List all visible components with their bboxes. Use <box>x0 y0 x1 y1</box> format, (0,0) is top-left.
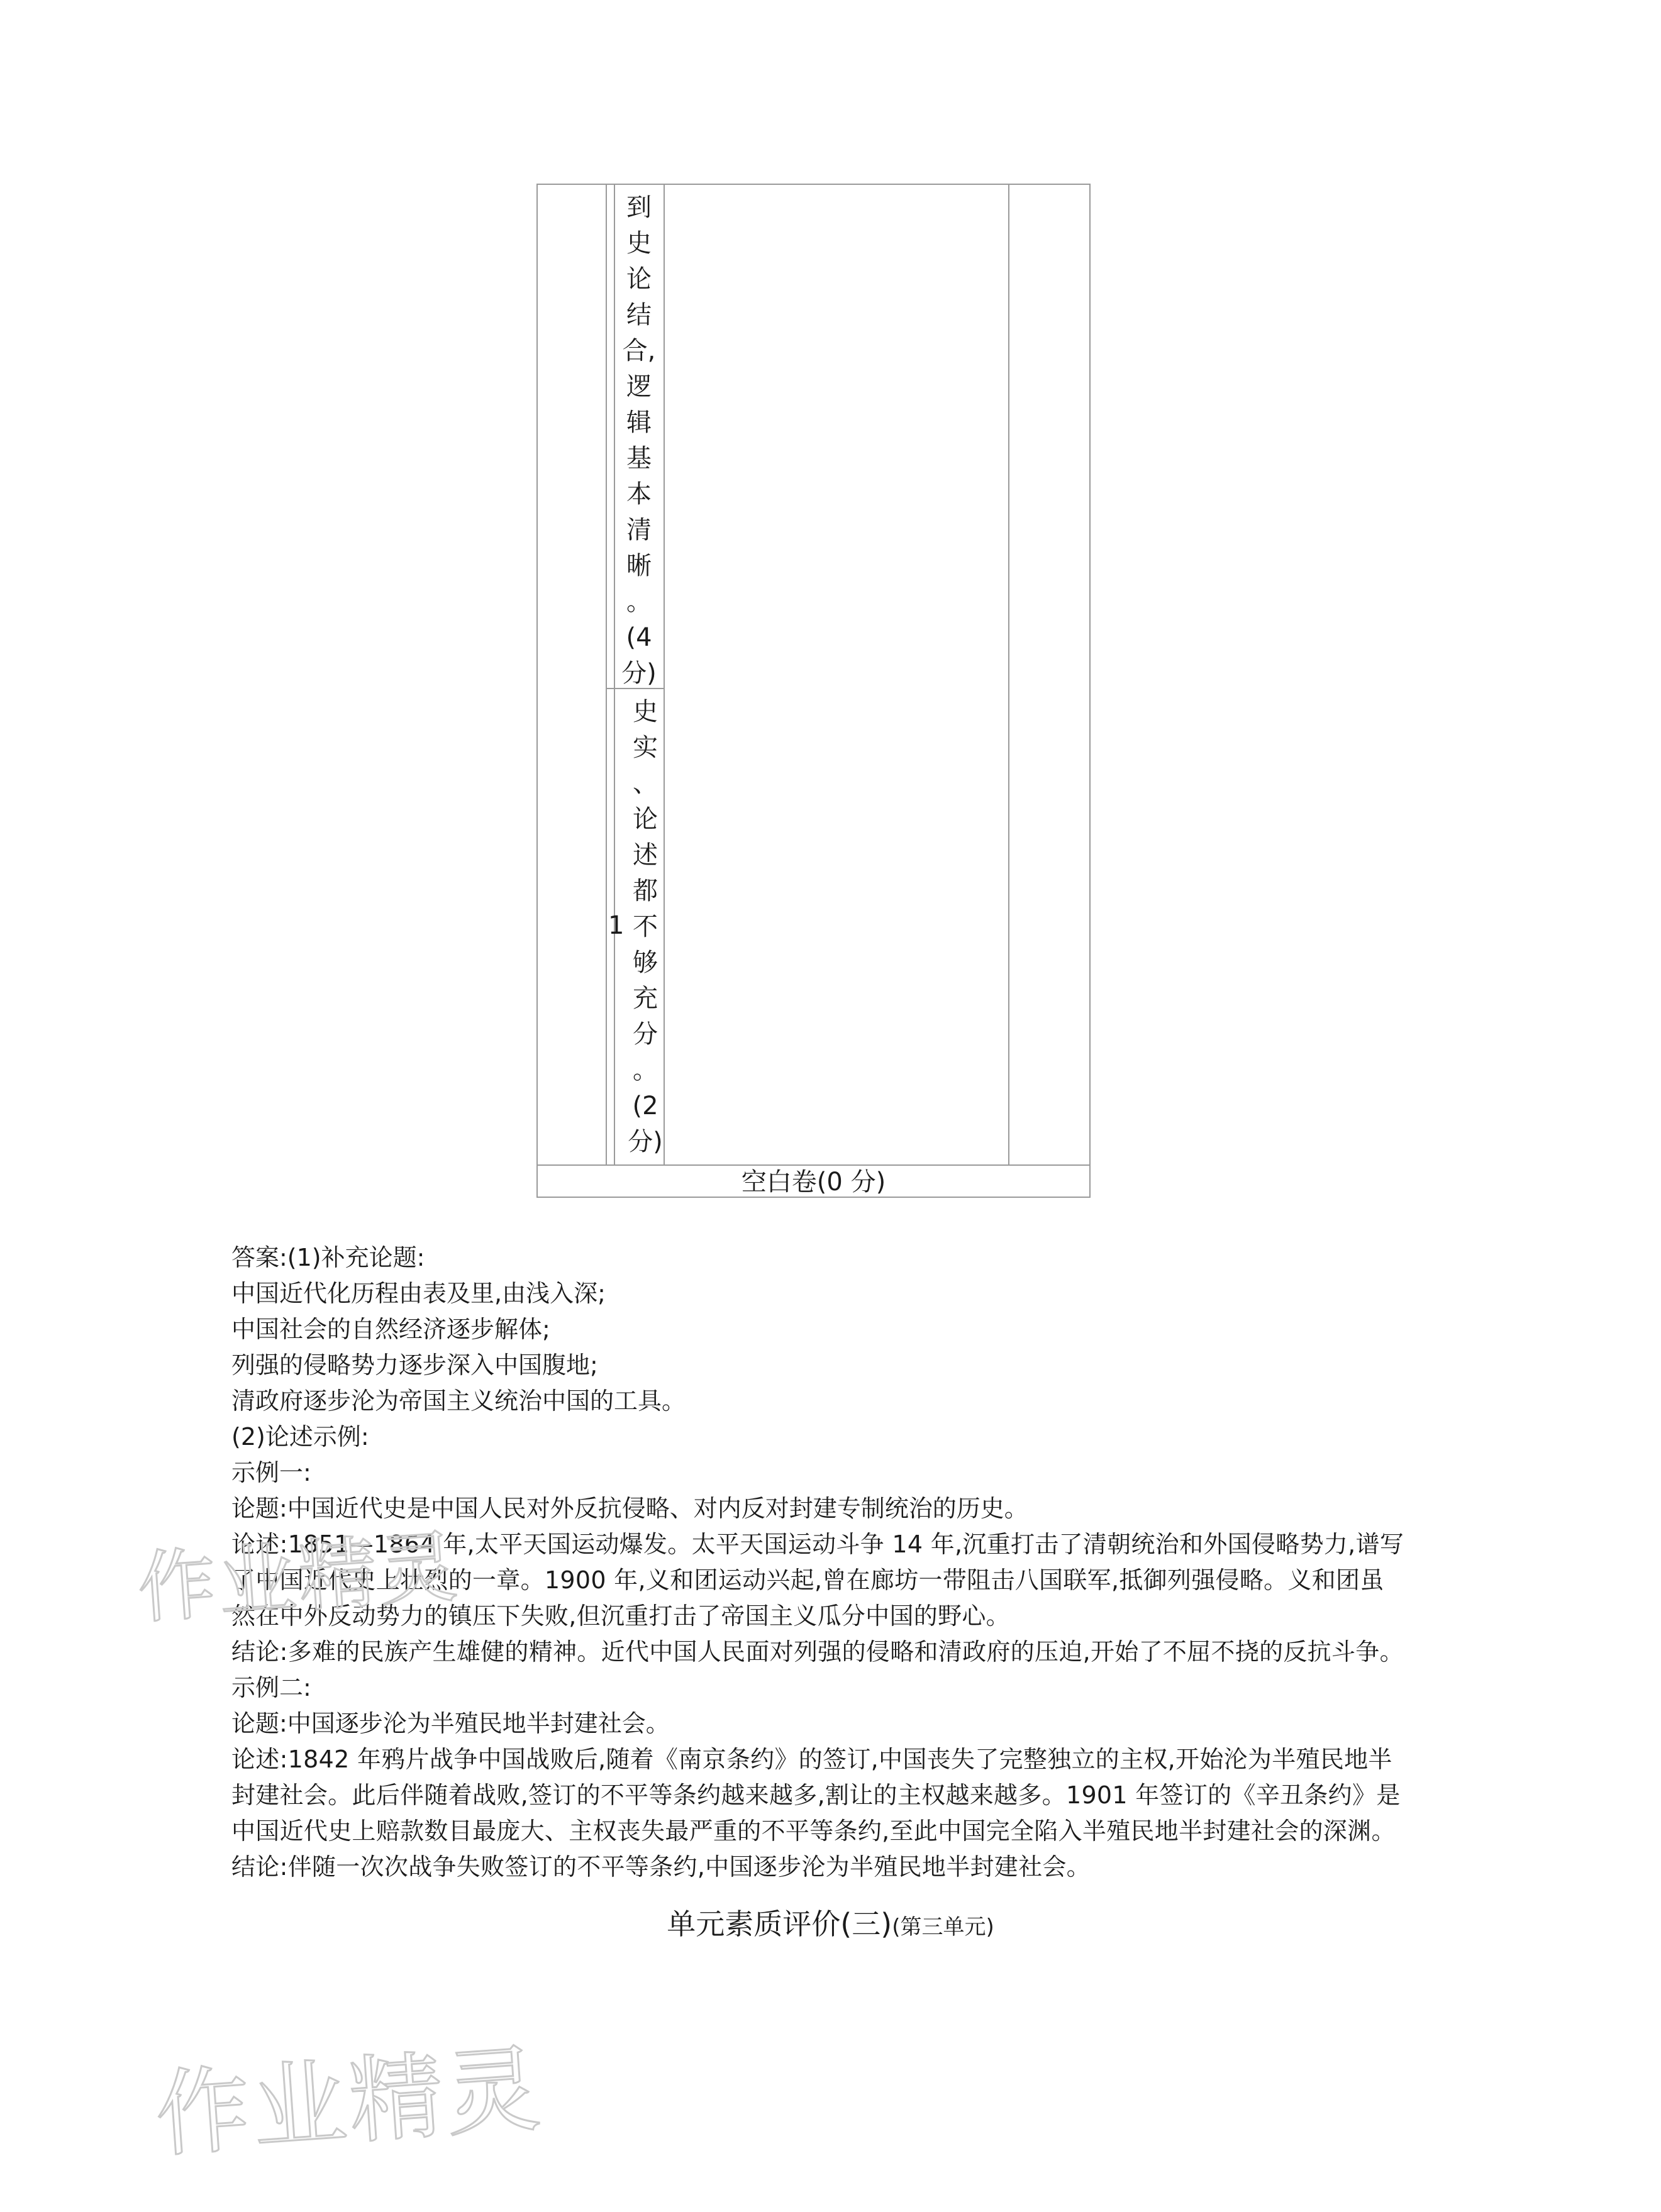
example-label: 示例二: <box>231 1674 311 1701</box>
criterion-cell-a: 到 史 论 结 合, 逻 辑 基 本 清 晰 。 (4 分) <box>621 193 657 688</box>
unit-title-sub: (第三单元) <box>892 1915 994 1940</box>
example1-thesis: 论题:中国近代史是中国人民对外反抗侵略、对内反对封建专制统治的历史。 <box>231 1495 1028 1522</box>
unit-title-main: 单元素质评价(三) <box>667 1907 892 1941</box>
answer-line: 清政府逐步沦为帝国主义统治中国的工具。 <box>231 1387 686 1415</box>
criterion-cell-b: 史 实 、 论 述 都 不 够 充 分 。 (2 分) <box>628 697 663 1156</box>
example1-conclusion: 结论:多难的民族产生雄健的精神。近代中国人民面对列强的侵略和清政府的压迫,开始了不屈不挠的反抗斗争。 <box>231 1638 1404 1666</box>
example2-argument: 论述:1842 年鸦片战争中国战败后,随着《南京条约》的签订,中国丧失了完整独立的主权,开始沦为半殖民地半封建社会。此后伴随着战败,签订的不平等条约越来越多,割让的主权越来越多。1901 年签订的《辛丑条约》是中国近代史上赔款数目最庞大、主权丧失最严重的不平等条约,至此中国完全陷入半殖民地半封建社会的深渊。 <box>231 1745 1401 1845</box>
unit-title <box>0 1905 1661 1946</box>
answer-line: 中国近代化历程由表及里,由浅入深; <box>231 1280 606 1307</box>
example1-argument: 论述:1851—1864 年,太平天国运动爆发。太平天国运动斗争 14 年,沉重打击了清朝统治和外国侵略势力,谱写了中国近代史上壮烈的一章。1900 年,义和团运动兴起,曾在廊坊一带阻击八国联军,抵御列强侵略。义和团虽然在中外反动势力的镇压下失败,但沉重打击了帝国主义瓜分中国的野心。 <box>231 1530 1404 1630</box>
blank-paper-row: 空白卷(0 分) <box>741 1168 886 1197</box>
answer-line: 中国社会的自然经济逐步解体; <box>231 1315 550 1343</box>
watermark-logo: 作业精灵 <box>135 1522 463 1635</box>
score-label: 1 <box>608 911 625 940</box>
grading-table <box>536 184 1091 1198</box>
example2-conclusion: 结论:伴随一次次战争失败签订的不平等条约,中国逐步沦为半殖民地半封建社会。 <box>231 1853 1091 1881</box>
example2-thesis: 论题:中国逐步沦为半殖民地半封建社会。 <box>231 1710 670 1737</box>
watermark-logo: 作业精灵 <box>152 2034 547 2171</box>
example-label: 示例一: <box>231 1459 311 1486</box>
table-divider <box>606 185 607 1164</box>
answer-subheading: (2)论述示例: <box>231 1423 369 1451</box>
answer-heading: 答案:(1)补充论题: <box>231 1244 425 1271</box>
table-divider <box>1008 185 1009 1164</box>
answer-line: 列强的侵略势力逐步深入中国腹地; <box>231 1351 598 1379</box>
